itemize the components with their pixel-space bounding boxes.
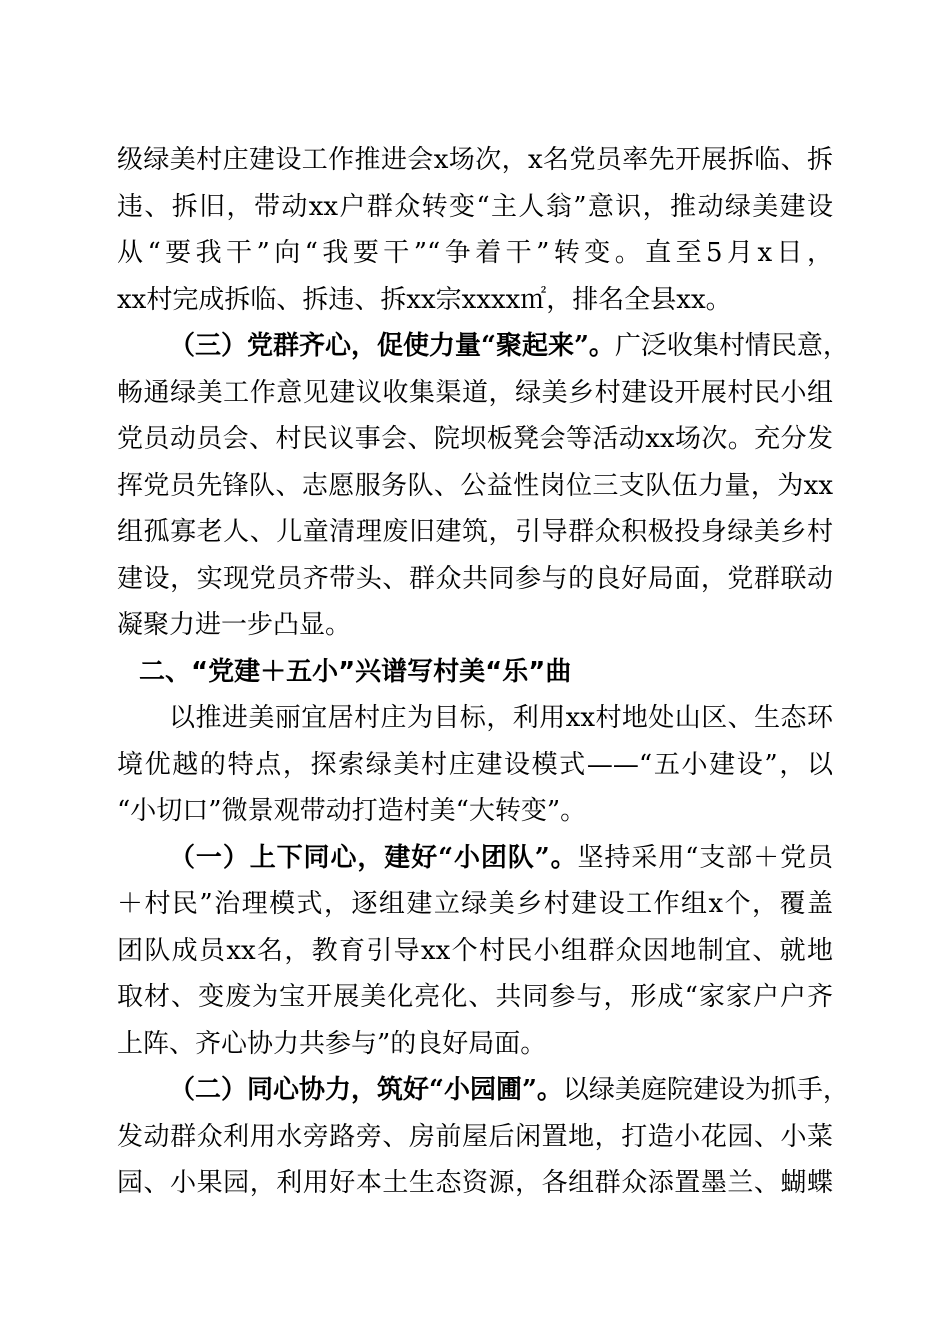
text-line bbox=[117, 1067, 849, 1114]
text-line: 上阵、齐心协力共参与”的良好局面。 bbox=[117, 1028, 547, 1059]
section-lead: （一）上下同心，建好“小团队”。 bbox=[169, 842, 578, 873]
text-line: 以推进美丽宜居村庄为目标，利用xx村地处山区、生态环 bbox=[169, 703, 833, 733]
paragraph-p2 bbox=[117, 323, 849, 649]
text-line: 从“要我干”向“我要干”“争着干”转变。直至5月x日， bbox=[117, 238, 833, 268]
text-line: xx村完成拆临、拆违、拆xx宗xxxx㎡，排名全县xx。 bbox=[117, 284, 732, 315]
text-line bbox=[117, 323, 849, 370]
section-lead: （三）党群齐心，促使力量“聚起来”。 bbox=[169, 331, 615, 361]
text-run: 坚持采用“支部＋党员 bbox=[577, 842, 833, 873]
paragraph-p5 bbox=[117, 1067, 849, 1207]
section-lead: （二）同心协力，筑好“小园圃”。 bbox=[169, 1075, 563, 1105]
text-line: 组孤寡老人、儿童清理废旧建筑，引导群众积极投身绿美乡村 bbox=[117, 517, 833, 547]
text-line: 级绿美村庄建设工作推进会x场次，x名党员率先开展拆临、拆 bbox=[117, 145, 833, 175]
text-line: 建设，实现党员齐带头、群众共同参与的良好局面，党群联动 bbox=[117, 563, 833, 594]
text-run: 广泛收集村情民意， bbox=[614, 331, 849, 361]
text-line: 凝聚力进一步凸显。 bbox=[117, 610, 352, 640]
text-line: 违、拆旧，带动xx户群众转变“主人翁”意识，推动绿美建设 bbox=[117, 191, 833, 222]
document-body bbox=[117, 137, 849, 1207]
paragraph-p1 bbox=[117, 137, 833, 323]
text-line bbox=[117, 835, 833, 882]
paragraph-p4 bbox=[117, 835, 833, 1068]
section-heading-2 bbox=[117, 649, 833, 696]
text-line: 发动群众利用水旁路旁、房前屋后闲置地，打造小花园、小菜 bbox=[117, 1121, 833, 1152]
text-line: 挥党员先锋队、志愿服务队、公益性岗位三支队伍力量，为xx bbox=[117, 470, 833, 501]
text-line: ＋村民”治理模式，逐组建立绿美乡村建设工作组x个，覆盖 bbox=[117, 889, 833, 919]
text-line: 党员动员会、村民议事会、院坝板凳会等活动xx场次。充分发 bbox=[117, 424, 833, 454]
paragraph-p3 bbox=[117, 695, 833, 835]
text-line: 畅通绿美工作意见建议收集渠道，绿美乡村建设开展村民小组 bbox=[117, 377, 833, 408]
text-line: “小切口”微景观带动打造村美“大转变”。 bbox=[117, 796, 587, 826]
heading-text: 二、“党建＋五小”兴谱写村美“乐”曲 bbox=[139, 656, 572, 687]
text-run: 以绿美庭院建设为抓手， bbox=[562, 1075, 849, 1105]
text-line: 取材、变废为宝开展美化亮化、共同参与，形成“家家户户齐 bbox=[117, 982, 833, 1012]
text-line: 园、小果园，利用好本土生态资源，各组群众添置墨兰、蝴蝶 bbox=[117, 1168, 833, 1198]
text-line: 团队成员xx名，教育引导xx个村民小组群众因地制宜、就地 bbox=[117, 935, 833, 966]
text-line: 境优越的特点，探索绿美村庄建设模式——“五小建设”，以 bbox=[117, 749, 833, 780]
